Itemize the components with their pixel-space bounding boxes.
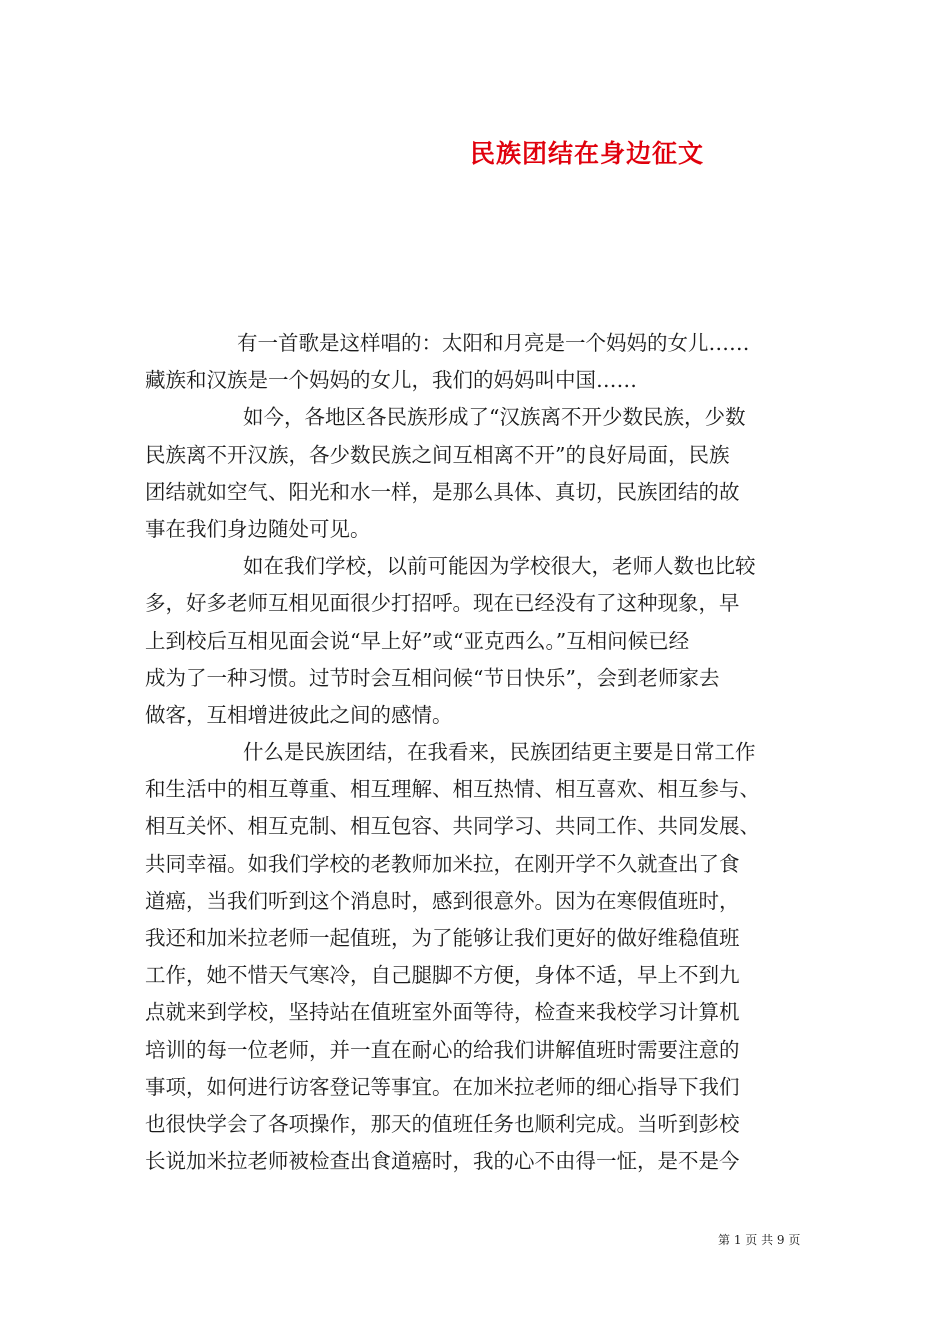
text-line: 做客，互相增进彼此之间的感情。 xyxy=(145,702,453,727)
text-line: 什么是民族团结，在我看来，民族团结更主要是日常工作 xyxy=(243,740,756,765)
text-line: 和生活中的相互尊重、相互理解、相互热情、相互喜欢、相互参与、 xyxy=(145,777,760,802)
text-line: 团结就如空气、阳光和水一样，是那么具体、真切，民族团结的故 xyxy=(145,479,740,504)
text-line: 成为了一种习惯。过节时会互相问候“节日快乐”，会到老师家去 xyxy=(145,665,720,690)
text-line: 工作，她不惜天气寒冷，自己腿脚不方便，身体不适，早上不到九 xyxy=(145,963,740,988)
text-line: 事项，如何进行访客登记等事宜。在加米拉老师的细心指导下我们 xyxy=(145,1074,740,1099)
text-line: 上到校后互相见面会说“早上好”或“亚克西么。”互相问候已经 xyxy=(145,628,690,653)
text-line: 道癌，当我们听到这个消息时，感到很意外。因为在寒假值班时， xyxy=(145,888,740,913)
text-line: 如在我们学校，以前可能因为学校很大，老师人数也比较 xyxy=(243,554,756,579)
text-line: 事在我们身边随处可见。 xyxy=(145,516,371,541)
page-footer: 第 1 页 共 9 页 xyxy=(718,1233,801,1247)
text-line: 相互关怀、相互克制、相互包容、共同学习、共同工作、共同发展、 xyxy=(145,814,760,839)
document-title: 民族团结在身边征文 xyxy=(470,139,705,168)
text-line: 多，好多老师互相见面很少打招呼。现在已经没有了这种现象，早 xyxy=(145,591,740,616)
text-line: 共同幸福。如我们学校的老教师加米拉，在刚开学不久就查出了食 xyxy=(145,851,740,876)
body-text xyxy=(145,325,817,1180)
text-line: 藏族和汉族是一个妈妈的女儿，我们的妈妈叫中国…… xyxy=(145,368,637,393)
text-line: 长说加米拉老师被检查出食道癌时，我的心不由得一怔，是不是今 xyxy=(145,1149,740,1174)
text-line: 如今，各地区各民族形成了“汉族离不开少数民族，少数 xyxy=(243,405,746,430)
text-line: 民族离不开汉族，各少数民族之间互相离不开”的良好局面，民族 xyxy=(145,442,730,467)
text-line: 也很快学会了各项操作，那天的值班任务也顺利完成。当听到彭校 xyxy=(145,1111,740,1136)
text-line: 点就来到学校，坚持站在值班室外面等待，检查来我校学习计算机 xyxy=(145,1000,740,1025)
text-line: 培训的每一位老师，并一直在耐心的给我们讲解值班时需要注意的 xyxy=(145,1037,740,1062)
text-line: 有一首歌是这样唱的：太阳和月亮是一个妈妈的女儿…… xyxy=(237,331,750,355)
text-line: 我还和加米拉老师一起值班，为了能够让我们更好的做好维稳值班 xyxy=(145,926,740,950)
